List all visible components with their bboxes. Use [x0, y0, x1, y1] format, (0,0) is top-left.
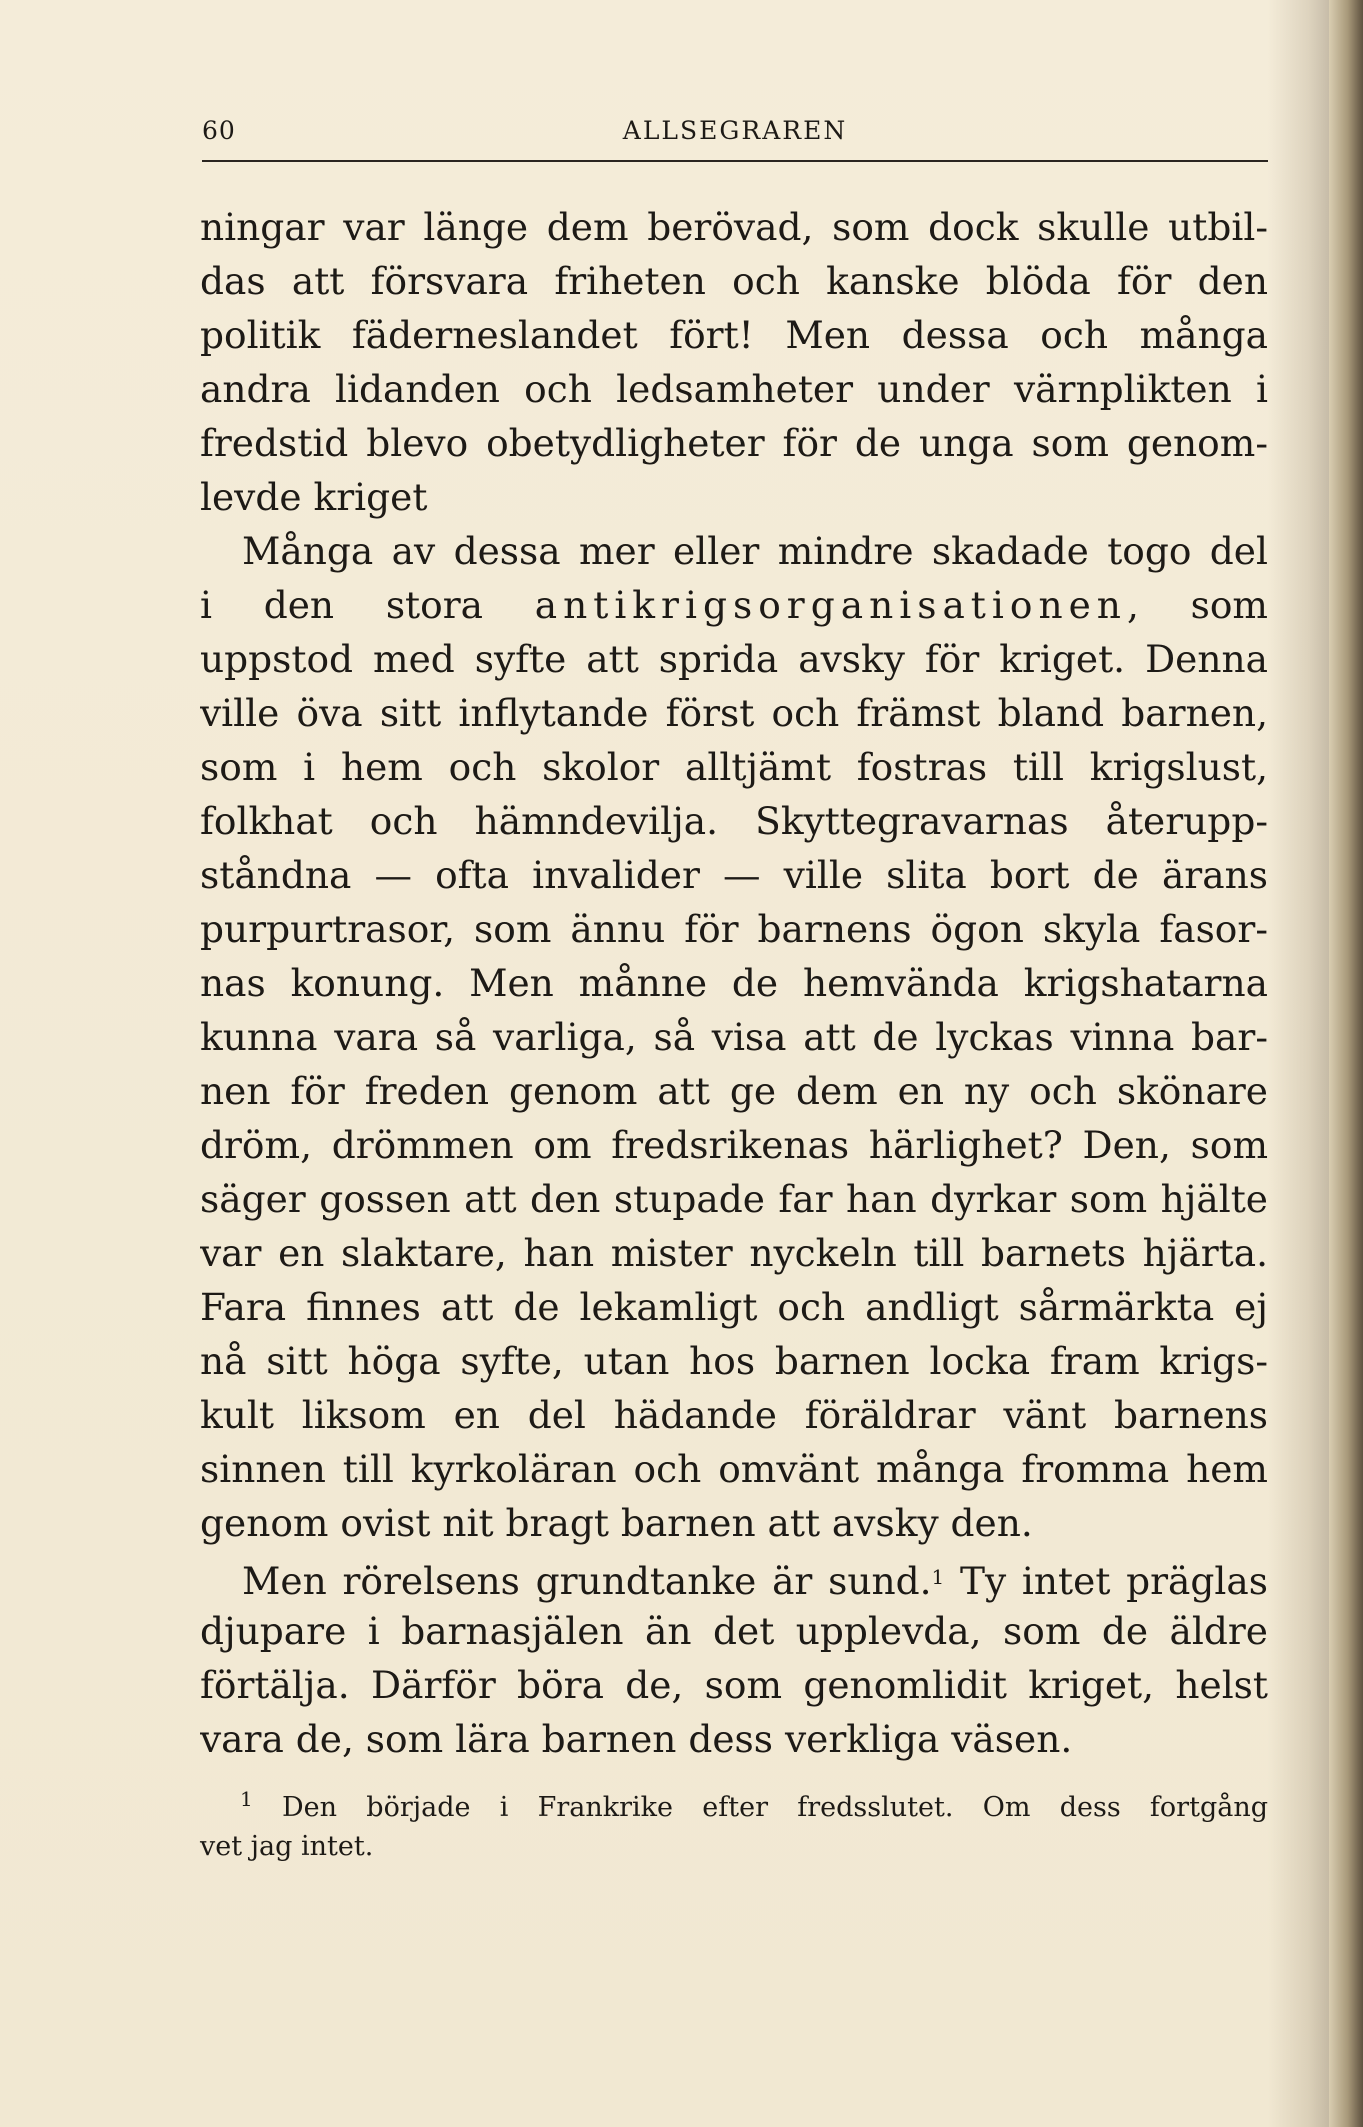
text-line: Fara finnes att de lekamligt och andligt sårmärkta ej — [200, 1285, 1268, 1329]
text-line: purpurtrasor, som ännu för barnens ögon skyla fasor- — [200, 907, 1268, 951]
running-head: ALLSEGRAREN — [622, 116, 848, 145]
page-header — [202, 112, 1268, 162]
text-line: sinnen till kyrkoläran och omvänt många fromma hem — [200, 1447, 1268, 1491]
text-fragment: Ty intet präglas — [944, 1559, 1268, 1603]
text-line-spaced — [200, 578, 1268, 632]
text-line: som i hem och skolor alltjämt fostras till krigslust, — [200, 745, 1268, 789]
text-line: ville öva sitt inflytande först och främst bland barnen, — [200, 691, 1268, 735]
text-line: das att försvara friheten och kanske blöda för den — [200, 259, 1268, 303]
footnote-marker: 1 — [240, 1787, 253, 1811]
page-edge-shadow — [1329, 0, 1363, 2127]
text-line: säger gossen att den stupade far han dyrkar som hjälte — [200, 1177, 1268, 1221]
text-line: ståndna — ofta invalider — ville slita bort de ärans — [200, 853, 1268, 897]
text-line: fredstid blevo obetydligheter för de unga som genom- — [200, 421, 1268, 465]
text-line: djupare i barnasjälen än det upplevda, som de äldre — [200, 1609, 1268, 1653]
text-line: folkhat och hämndevilja. Skyttegravarnas återupp- — [200, 799, 1268, 843]
text-fragment: Men rörelsens grundtanke är sund. — [242, 1559, 932, 1603]
text-line: genom ovist nit bragt barnen att avsky den. — [200, 1501, 1033, 1545]
text-line: ningar var länge dem berövad, som dock skulle utbil- — [200, 205, 1268, 249]
footnote-line: vet jag intet. — [200, 1831, 374, 1862]
footnote-text: Den började i Frankrike efter fredsslutet. Om dess fortgång — [282, 1792, 1268, 1823]
text-line: Många av dessa mer eller mindre skadade togo del — [242, 529, 1268, 573]
text-line: kunna vara så varliga, så visa att de lyckas vinna bar- — [200, 1015, 1268, 1059]
footnote-reference: 1 — [931, 1565, 945, 1589]
page-number: 60 — [202, 116, 236, 145]
text-line: levde kriget — [200, 475, 428, 519]
text-line: nå sitt höga syfte, utan hos barnen locka fram krigs- — [200, 1339, 1268, 1383]
text-line: nas konung. Men månne de hemvända krigshatarna — [200, 961, 1268, 1005]
text-line: uppstod med syfte att sprida avsky för kriget. Denna — [200, 637, 1268, 681]
text-line-with-footnote — [200, 1550, 1268, 1604]
text-line: var en slaktare, han mister nyckeln till barnets hjärta. — [200, 1231, 1268, 1275]
body-text — [200, 200, 1268, 1766]
text-line-spaced-content: i den stora antikrigsorganisationen, som — [200, 583, 1268, 627]
footnote — [200, 1780, 1268, 1866]
text-line: politik fäderneslandet fört! Men dessa och många — [200, 313, 1268, 357]
footnote-line — [200, 1780, 1268, 1827]
text-line: kult liksom en del hädande föräldrar vänt barnens — [200, 1393, 1268, 1437]
text-line: nen för freden genom att ge dem en ny och skönare — [200, 1069, 1268, 1113]
text-line: vara de, som lära barnen dess verkliga väsen. — [200, 1717, 1073, 1761]
text-line: förtälja. Därför böra de, som genomlidit kriget, helst — [200, 1663, 1268, 1707]
text-line: dröm, drömmen om fredsrikenas härlighet? Den, som — [200, 1123, 1268, 1167]
text-line: andra lidanden och ledsamheter under värnplikten i — [200, 367, 1268, 411]
